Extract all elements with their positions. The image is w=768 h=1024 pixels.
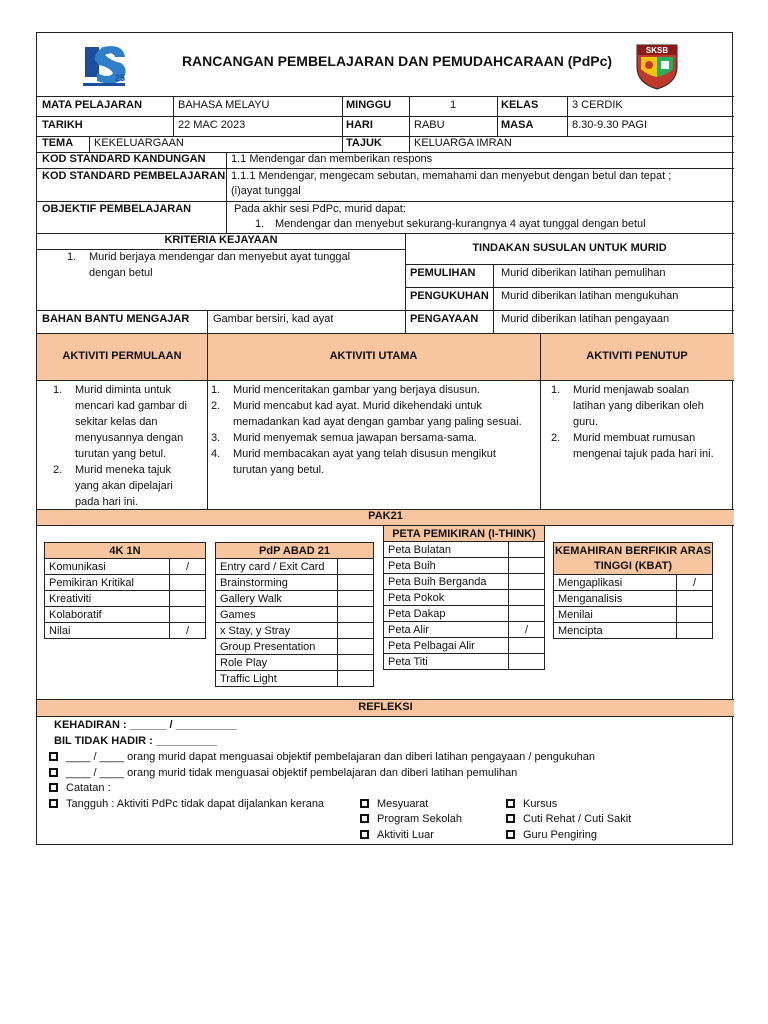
abad21-row (216, 575, 374, 591)
k4-table (44, 542, 206, 639)
svg-text:SKSB: SKSB (645, 46, 669, 55)
kbat-title: KEMAHIRAN BERFIKIR ARAS TINGGI (KBAT) (554, 543, 713, 575)
refleksi-label: REFLEKSI (358, 701, 413, 713)
peta-label: Peta Buih (384, 558, 509, 574)
k4-tick[interactable] (170, 591, 206, 607)
pengayaan-value: Murid diberikan latihan pengayaan (501, 313, 670, 325)
kbat-label: Menilai (554, 607, 677, 623)
kriteria-number: 1. (67, 251, 77, 263)
ksk-value: 1.1 Mendengar dan memberikan respons (231, 153, 433, 165)
hari-label: HARI (346, 119, 373, 131)
checkbox-icon[interactable] (506, 799, 515, 808)
objektif-number: 1. (255, 218, 265, 230)
abad21-row (216, 559, 374, 575)
k4-label: Kolaboratif (45, 607, 170, 623)
refleksi-line-1: ____ / ____ orang murid dapat menguasai objektif pembelajaran dan diberi latihan pengayaan / pengukuhan (49, 751, 595, 763)
tajuk-label: TAJUK (346, 137, 382, 149)
checkbox-icon[interactable] (360, 814, 369, 823)
abad21-tick[interactable] (338, 559, 374, 575)
peta-row (384, 574, 545, 590)
kriteria-line-2: dengan betul (89, 267, 153, 279)
peta-tick[interactable] (509, 654, 545, 670)
school-logo-right (633, 41, 681, 91)
abad21-label: Role Play (216, 655, 338, 671)
peta-label: Peta Buih Berganda (384, 574, 509, 590)
abad21-row (216, 591, 374, 607)
aktiviti-utama-label: AKTIVITI UTAMA (329, 350, 418, 362)
k4-row (45, 559, 206, 575)
activity-item: 1. Murid menjawab soalan latihan yang diberikan oleh guru. (551, 384, 704, 428)
kriteria-line-1: Murid berjaya mendengar dan menyebut ayat tunggal (89, 251, 351, 263)
kbat-tick[interactable]: / (677, 575, 713, 591)
peta-tick[interactable]: / (509, 622, 545, 638)
activity-item: 1. Murid diminta untuk mencari kad gambar di sekitar kelas dan menyusannya dengan turutan yang betul. (53, 384, 187, 460)
kbat-row (554, 575, 713, 591)
aktiviti-permulaan-label: AKTIVITI PERMULAAN (62, 350, 182, 362)
checkbox-icon[interactable] (49, 752, 58, 761)
pengukuhan-label: PENGUKUHAN (410, 290, 489, 302)
tindakan-label: TINDAKAN SUSULAN UNTUK MURID (472, 242, 667, 254)
k4-label: Pemikiran Kritikal (45, 575, 170, 591)
aktiviti-penutup-list (551, 382, 731, 462)
pemulihan-value: Murid diberikan latihan pemulihan (501, 267, 666, 279)
page-title: RANCANGAN PEMBELAJARAN DAN PEMUDAHCARAAN (PdPc) (181, 53, 613, 69)
checkbox-icon[interactable] (360, 799, 369, 808)
abad21-tick[interactable] (338, 591, 374, 607)
kbat-label: Menganalisis (554, 591, 677, 607)
aktiviti-penutup-label: AKTIVITI PENUTUP (586, 350, 688, 362)
peta-label: Peta Dakap (384, 606, 509, 622)
abad21-table (215, 542, 374, 687)
abad21-label: x Stay, y Stray (216, 623, 338, 639)
pak21-label: PAK21 (368, 510, 403, 522)
k4-label: Nilai (45, 623, 170, 639)
objektif-intro: Pada akhir sesi PdPc, murid dapat: (234, 203, 406, 215)
k4-row (45, 591, 206, 607)
mata-pelajaran-value: BAHASA MELAYU (178, 99, 270, 111)
activity-item: 2. Murid membuat rumusan mengenai tajuk pada hari ini. (551, 432, 714, 460)
k4-label: Kreativiti (45, 591, 170, 607)
checkbox-icon[interactable] (506, 814, 515, 823)
ksp-line-1: 1.1.1 Mendengar, mengecam sebutan, memahami dan menyebut dengan betul dan tepat ; (231, 170, 672, 182)
peta-row (384, 622, 545, 638)
k4-tick[interactable]: / (170, 559, 206, 575)
activity-item: 1. Murid menceritakan gambar yang berjaya disusun. (211, 384, 481, 396)
aktiviti-luar-option: Aktiviti Luar (360, 829, 434, 841)
abad21-title: PdP ABAD 21 (216, 543, 374, 559)
ksp-label: KOD STANDARD PEMBELAJARAN (42, 170, 226, 182)
kursus-option: Kursus (506, 798, 557, 810)
kbat-row (554, 607, 713, 623)
abad21-label: Gallery Walk (216, 591, 338, 607)
peta-row (384, 558, 545, 574)
kbat-row (554, 591, 713, 607)
k4-tick[interactable] (170, 575, 206, 591)
peta-row (384, 542, 545, 558)
bbm-value: Gambar bersiri, kad ayat (213, 313, 334, 325)
refleksi-line-2: ____ / ____ orang murid tidak menguasai objektif pembelajaran dan diberi latihan pemulihan (49, 767, 517, 779)
peta-label: Peta Pokok (384, 590, 509, 606)
peta-label: Peta Pelbagai Alir (384, 638, 509, 654)
peta-row (384, 654, 545, 670)
abad21-tick[interactable] (338, 639, 374, 655)
pengayaan-label: PENGAYAAN (410, 313, 479, 325)
catatan-line: Catatan : (49, 782, 111, 794)
kbat-tick[interactable] (677, 591, 713, 607)
peta-tick[interactable] (509, 606, 545, 622)
checkbox-icon[interactable] (49, 799, 58, 808)
peta-tick[interactable] (509, 542, 545, 558)
k4-title: 4K 1N (45, 543, 206, 559)
ksk-label: KOD STANDARD KANDUNGAN (42, 153, 206, 165)
activity-item: 2. Murid mencabut kad ayat. Murid dikehendaki untuk memadankan kad ayat dengan gambar yang paling sesuai. (211, 400, 522, 428)
kbat-label: Mencipta (554, 623, 677, 639)
kbat-table (553, 542, 713, 639)
checkbox-icon[interactable] (49, 768, 58, 777)
mata-pelajaran-label: MATA PELAJARAN (42, 99, 143, 111)
peta-pemikiran-table (383, 525, 545, 670)
aktiviti-permulaan-list (53, 382, 203, 510)
k4-tick[interactable] (170, 607, 206, 623)
svg-text:25: 25 (115, 73, 126, 83)
k4-tick[interactable]: / (170, 623, 206, 639)
kehadiran-line: KEHADIRAN : ______ / __________ (54, 719, 237, 731)
hari-value: RABU (414, 119, 445, 131)
kelas-label: KELAS (501, 99, 539, 111)
guru-option: Guru Pengiring (506, 829, 597, 841)
kbat-label: Mengaplikasi (554, 575, 677, 591)
abad21-label: Traffic Light (216, 671, 338, 687)
pengukuhan-value: Murid diberikan latihan mengukuhan (501, 290, 679, 302)
activity-item: 2. Murid meneka tajuk yang akan dipelajari pada hari ini. (53, 464, 173, 508)
school-logo-left (79, 39, 129, 93)
activity-item: 4. Murid membacakan ayat yang telah disusun mengikut turutan yang betul. (211, 448, 496, 476)
peta-label: Peta Titi (384, 654, 509, 670)
peta-row (384, 606, 545, 622)
abad21-label: Group Presentation (216, 639, 338, 655)
peta-tick[interactable] (509, 638, 545, 654)
abad21-tick[interactable] (338, 607, 374, 623)
abad21-tick[interactable] (338, 623, 374, 639)
tema-label: TEMA (42, 137, 74, 149)
minggu-value: 1 (449, 99, 457, 111)
k4-row (45, 623, 206, 639)
abad21-label: Brainstorming (216, 575, 338, 591)
kelas-value: 3 CERDIK (572, 99, 623, 111)
abad21-tick[interactable] (338, 575, 374, 591)
tarikh-value: 22 MAC 2023 (178, 119, 246, 131)
aktiviti-utama-list (211, 382, 535, 478)
abad21-row (216, 655, 374, 671)
minggu-label: MINGGU (346, 99, 392, 111)
abad21-tick[interactable] (338, 655, 374, 671)
k4-row (45, 607, 206, 623)
kbat-tick[interactable] (677, 623, 713, 639)
ksp-line-2: (i)ayat tunggal (231, 185, 301, 197)
abad21-row (216, 639, 374, 655)
checkbox-icon[interactable] (360, 830, 369, 839)
abad21-tick[interactable] (338, 671, 374, 687)
activity-item: 3. Murid menyemak semua jawapan bersama-sama. (211, 432, 477, 444)
tidak-hadir-line: BIL TIDAK HADIR : __________ (54, 735, 218, 747)
peta-title: PETA PEMIKIRAN (I-THINK) (384, 526, 545, 542)
lesson-plan-sheet (36, 32, 733, 845)
abad21-row (216, 623, 374, 639)
tajuk-value: KELUARGA IMRAN (414, 137, 512, 149)
peta-tick[interactable] (509, 574, 545, 590)
tangguh-line: Tangguh : Aktiviti PdPc tidak dapat dijalankan kerana (49, 798, 324, 810)
peta-label: Peta Bulatan (384, 542, 509, 558)
mesyuarat-option: Mesyuarat (360, 798, 428, 810)
abad21-row (216, 671, 374, 687)
cuti-option: Cuti Rehat / Cuti Sakit (506, 813, 631, 825)
masa-value: 8.30-9.30 PAGI (572, 119, 648, 131)
kbat-tick[interactable] (677, 607, 713, 623)
program-option: Program Sekolah (360, 813, 462, 825)
pemulihan-label: PEMULIHAN (410, 267, 476, 279)
peta-row (384, 590, 545, 606)
abad21-label: Entry card / Exit Card (216, 559, 338, 575)
objektif-label: OBJEKTIF PEMBELAJARAN (42, 203, 192, 215)
tema-value: KEKELUARGAAN (94, 137, 184, 149)
masa-label: MASA (501, 119, 534, 131)
objektif-item: Mendengar dan menyebut sekurang-kurangnya 4 ayat tunggal dengan betul (275, 218, 646, 230)
peta-row (384, 638, 545, 654)
peta-tick[interactable] (509, 558, 545, 574)
kbat-row (554, 623, 713, 639)
kriteria-label: KRITERIA KEJAYAAN (164, 234, 278, 246)
abad21-row (216, 607, 374, 623)
bbm-label: BAHAN BANTU MENGAJAR (42, 313, 190, 325)
tarikh-label: TARIKH (42, 119, 83, 131)
k4-label: Komunikasi (45, 559, 170, 575)
k4-row (45, 575, 206, 591)
abad21-label: Games (216, 607, 338, 623)
checkbox-icon[interactable] (506, 830, 515, 839)
checkbox-icon[interactable] (49, 783, 58, 792)
peta-label: Peta Alir (384, 622, 509, 638)
peta-tick[interactable] (509, 590, 545, 606)
